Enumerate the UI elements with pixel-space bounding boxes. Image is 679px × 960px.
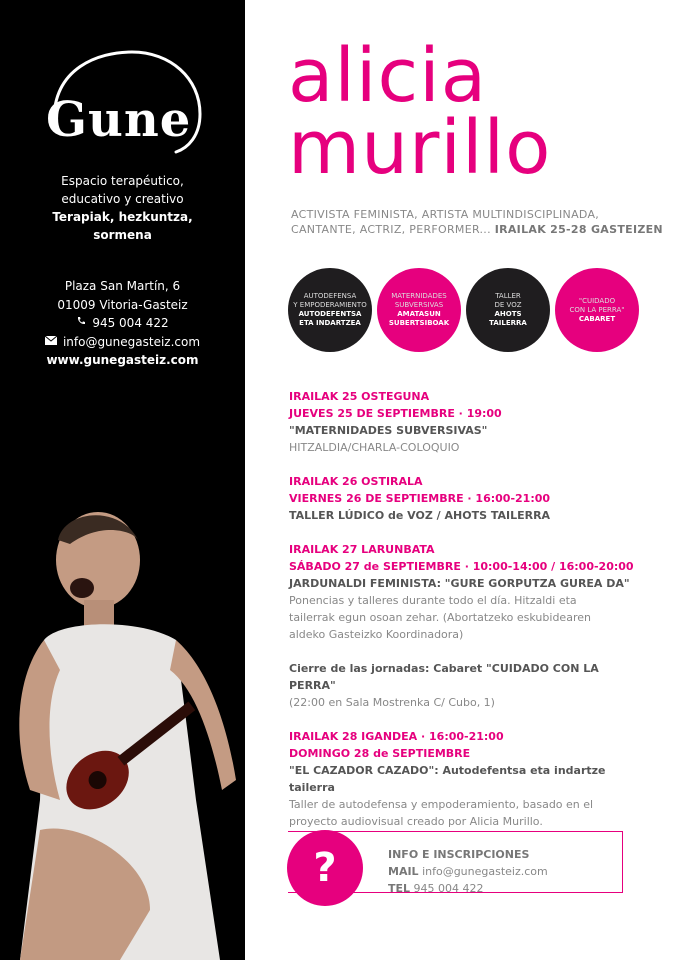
date-basque: IRAILAK 25 OSTEGUNA xyxy=(289,390,430,403)
circle-cabaret xyxy=(555,268,639,352)
page-title xyxy=(288,33,552,191)
event-title: "MATERNIDADES SUBVERSIVAS" xyxy=(289,424,488,437)
circle-text: AUTODEFENSA xyxy=(303,292,357,300)
date-basque: IRAILAK 27 LARUNBATA xyxy=(289,543,435,556)
circle-taller-voz xyxy=(466,268,550,352)
phone-number[interactable]: 945 004 422 xyxy=(92,316,169,330)
circle-text: TALLER xyxy=(495,292,521,300)
subtitle-text: CANTANTE, ACTRIZ, PERFORMER... xyxy=(291,223,491,236)
event-desc: tailerrak egun osoan zehar. (Abortatzeko eskubidearen xyxy=(289,611,591,624)
date-spanish: VIERNES 26 DE SEPTIEMBRE · 16:00-21:00 xyxy=(289,492,551,505)
event-desc: Taller de autodefensa y empoderamiento, basado en el xyxy=(289,798,594,811)
event-title: JARDUNALDI FEMINISTA: "GURE GORPUTZA GUREA DA" xyxy=(289,577,630,590)
event-title: "EL CAZADOR CAZADO": Autodefentsa eta indartze tailerra xyxy=(289,764,606,794)
tagline-line: Espacio terapéutico, xyxy=(61,174,184,188)
tagline-bold-line: Terapiak, hezkuntza, xyxy=(52,210,193,224)
event-desc: proyecto audiovisual creado por Alicia Murillo. xyxy=(289,815,543,828)
tagline-bold-line: sormena xyxy=(93,228,152,242)
phone-icon xyxy=(76,314,86,333)
tagline xyxy=(0,172,245,244)
date-spanish: DOMINGO 28 de SEPTIEMBRE xyxy=(289,747,471,760)
contact-block xyxy=(0,277,245,370)
circle-text: MATERNIDADES xyxy=(391,292,447,300)
info-heading: INFO E INSCRIPCIONES xyxy=(388,848,530,861)
address-line: 01009 Vitoria-Gasteiz xyxy=(57,297,188,312)
mail-icon xyxy=(45,333,57,352)
performer-photo xyxy=(0,500,245,960)
info-email-link[interactable]: info@gunegasteiz.com xyxy=(422,865,548,878)
subtitle xyxy=(291,207,663,237)
circle-text: Y EMPODERAMIENTO xyxy=(293,301,367,309)
website-link[interactable]: www.gunegasteiz.com xyxy=(46,353,199,367)
event-program xyxy=(289,388,634,847)
date-basque: IRAILAK 28 IGANDEA · 16:00-21:00 xyxy=(289,730,504,743)
email-row xyxy=(0,333,245,352)
topic-circles xyxy=(288,268,639,352)
event-day-26 xyxy=(289,473,634,524)
question-icon: ? xyxy=(287,830,363,906)
circle-text: CON LA PERRA" xyxy=(569,305,625,314)
event-day-25 xyxy=(289,388,634,456)
cabaret-title: Cierre de las jornadas: Cabaret "CUIDADO CON LA PERRA" xyxy=(289,662,599,692)
tagline-line: educativo y creativo xyxy=(61,192,184,206)
title-last-name: murillo xyxy=(288,105,552,191)
circle-text: "CUIDADO xyxy=(578,296,616,305)
tel-label: TEL xyxy=(388,882,411,895)
circle-text: DE VOZ xyxy=(494,301,522,309)
event-desc: aldeko Gasteizko Koordinadora) xyxy=(289,628,464,641)
event-title: TALLER LÚDICO de VOZ / AHOTS TAILERRA xyxy=(289,509,551,522)
info-text xyxy=(388,846,548,897)
address-line: Plaza San Martín, 6 xyxy=(64,279,181,293)
date-spanish: JUEVES 25 DE SEPTIEMBRE · 19:00 xyxy=(289,407,502,420)
subtitle-dates: IRAILAK 25-28 GASTEIZEN xyxy=(494,223,663,236)
circle-text: SUBVERSIVAS xyxy=(394,301,444,309)
event-day-28 xyxy=(289,728,634,830)
info-box xyxy=(288,831,623,893)
logo-text: Gune xyxy=(46,92,192,148)
circle-bold-text: SUBERTSIBOAK xyxy=(388,319,450,327)
subtitle-line xyxy=(291,222,663,237)
circle-bold-text: ETA INDARTZEA xyxy=(299,319,361,327)
info-phone[interactable]: 945 004 422 xyxy=(413,882,484,895)
circle-maternidades xyxy=(377,268,461,352)
circle-bold-text: CABARET xyxy=(578,314,616,323)
circle-bold-text: TAILERRA xyxy=(489,319,527,327)
date-spanish: SÁBADO 27 de SEPTIEMBRE · 10:00-14:00 / 16:00-20:00 xyxy=(289,560,634,573)
mail-label: MAIL xyxy=(388,865,419,878)
sidebar xyxy=(0,0,245,960)
email-link[interactable]: info@gunegasteiz.com xyxy=(62,334,201,349)
circle-bold-text: AUTODEFENTSA xyxy=(298,310,362,318)
event-desc: HITZALDIA/CHARLA-COLOQUIO xyxy=(289,441,460,454)
phone-row xyxy=(0,314,245,333)
subtitle-line: ACTIVISTA FEMINISTA, ARTISTA MULTINDISCIPLINADA, xyxy=(291,208,600,221)
event-desc: Ponencias y talleres durante todo el día. Hitzaldi eta xyxy=(289,594,577,607)
title-first-name: alicia xyxy=(288,33,488,119)
circle-bold-text: AHOTS xyxy=(494,310,522,318)
date-basque: IRAILAK 26 OSTIRALA xyxy=(289,475,423,488)
cabaret-place: (22:00 en Sala Mostrenka C/ Cubo, 1) xyxy=(289,696,495,709)
circle-bold-text: AMATASUN xyxy=(397,310,441,318)
circle-autodefensa xyxy=(288,268,372,352)
event-day-27 xyxy=(289,541,634,711)
gune-logo xyxy=(40,48,210,158)
